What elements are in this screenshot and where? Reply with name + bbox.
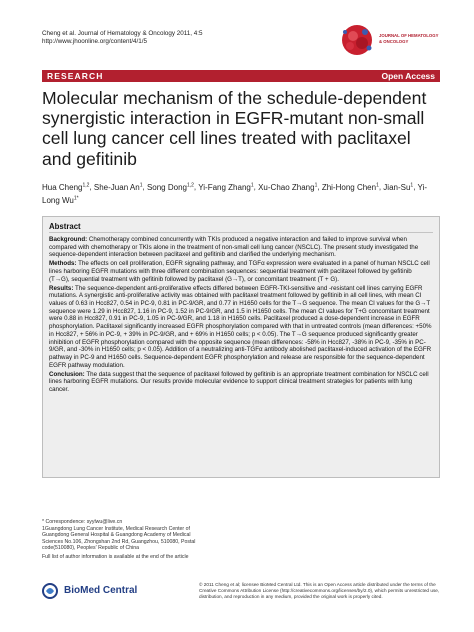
author[interactable]: Xu-Chao Zhang$^1$ bbox=[258, 182, 318, 192]
section-label: RESEARCH bbox=[47, 71, 104, 81]
article-type-banner bbox=[42, 70, 440, 82]
abstract-background bbox=[49, 236, 433, 259]
section-label: Conclusion: bbox=[49, 370, 85, 378]
author-list: Hua Cheng$^{1,2}$, She-Juan An$^1$, Song Dong$^{1,2}$, Yi-Fang Zhang$^1$, Xu-Chao Zhang$^1$, Zhi-Hong Chen$^1$, Jian-Su$^1$, Yi-Long $Wu^{1*}$ bbox=[42, 182, 427, 205]
author[interactable]: Yi-Long $Wu^{1*}$ bbox=[42, 182, 427, 205]
abstract-heading: Abstract bbox=[49, 222, 81, 231]
section-text: Chemotherapy combined concurrently with TKIs produced a negative interaction and failed to improve survival when compared with chemotherapy or TKIs alone in the treatment of non-small cell lung cancer (NSCLC). The present study investigated the sequence-dependent interaction between paclitaxel and gefitinib and clarified the underlying mechanism. bbox=[49, 236, 419, 259]
abstract-body bbox=[49, 236, 433, 395]
citation-line: Cheng et al. Journal of Hematology & Oncology 2011, 4:5 bbox=[42, 30, 203, 37]
author[interactable]: Song Dong$^{1,2}$ bbox=[146, 182, 194, 192]
article-title: Molecular mechanism of the schedule-dependent synergistic interaction in EGFR-mutant non-small cell lung cancer cell lines treated with paclitaxel and gefitinib bbox=[42, 88, 427, 169]
section-label: Background: bbox=[49, 236, 88, 243]
blood-cells-icon bbox=[336, 18, 378, 62]
author[interactable]: Hua Cheng$^{1,2}$ bbox=[42, 182, 90, 192]
abstract-results bbox=[49, 285, 433, 370]
citation-url[interactable]: http://www.jhoonline.org/content/4/1/5 bbox=[42, 38, 148, 45]
journal-logo-line: & ONCOLOGY bbox=[379, 38, 409, 44]
journal-logo bbox=[336, 18, 440, 62]
author-info-note: Full list of author information is available at the end of the article bbox=[42, 553, 189, 560]
bmc-name: BioMed Central bbox=[64, 585, 138, 596]
affiliation-note: 1Guangdong Lung Cancer Institute, Medical Research Center of Guangdong General Hospital & Guangdong Academy of Medical Sciences No.106, Zhongshan 2nd Rd, Guangzhou, 510080, Postal code(510080), Peoples' Republic of China bbox=[42, 525, 196, 552]
section-text: The data suggest that the sequence of paclitaxel followed by gefitinib is an appropriate treatment combination for NSCLC cell lines harboring EGFR mutations. Our results provide molecular evidence to support clinical treatment strategies for patients with lung cancer. bbox=[49, 370, 429, 393]
copyright-notice: © 2011 Cheng et al; licensee BioMed Central Ltd. This is an Open Access article distributed under the terms of the Creative Commons Attribution License (http://creativecommons.org/licenses/by/2.0), which permits unrestricted use, distribution, and reproduction in any medium, provided the original work is properly cited. bbox=[199, 582, 440, 599]
open-access-label: Open Access bbox=[381, 71, 435, 81]
abstract-box bbox=[42, 216, 440, 478]
author[interactable]: Jian-Su$^1$ bbox=[383, 182, 414, 192]
author[interactable]: She-Juan An$^1$ bbox=[93, 182, 143, 192]
bmc-swirl-icon bbox=[42, 583, 60, 599]
section-label: Methods: bbox=[49, 260, 77, 268]
author[interactable]: Zhi-Hong Chen$^1$ bbox=[321, 182, 379, 192]
journal-logo-text bbox=[379, 33, 439, 44]
journal-logo-line: JOURNAL OF HEMATOLOGY bbox=[379, 33, 439, 38]
section-text: The sequence-dependent anti-proliferative effects differed between EGFR-TKI-sensitive and -resistant cell lines carrying EGFR mutations. A synergistic anti-proliferative activity was obtained with paclitaxel treatment followed by gefitinib in all cell lines, with mean CI values of 0.63 in Hcc827, 0.54 in PC-9, 0.81 in PC-9/GR, and 0.77 in H1650 cells for the T→G sequence. The mean CI values for the G→T sequence were 1.29 in Hcc827, 1.16 in PC-9, 1.52 in PC-9/GR, and 1.5 in H1650 cells. The mean CI values for T+G concomitant treatment were 0.88 in Hcc827, 0.91 in PC-9, 1.05 in PC-9/GR, and 1.18 in H1650 cells. Paclitaxel produced a dose-dependent increase in EGFR phosphorylation. Paclitaxel significantly increased EGFR phosphorylation compared with that in untreated controls (mean differences: +50% in Hcc827, + 56% in PC-9, + 39% in PC-9/GR, and + 69% in H1650 cells; p < 0.05). The T→G sequence produced significantly greater inhibition of EGFR phosphorylation compared with the opposite sequence (mean differences: -58% in Hcc827, -38% in PC-9, -35% in PC-9/GR, and -30% in H1650 cells; p < 0.05). Addition of a neutralizing anti-TGFα antibody abolished paclitaxel-induced activation of the EGFR pathway in PC-9 and H1650 cells. Sequence-dependent EGFR phosphorylation and release are responsible for the sequence-dependent EGFR pathway modulation. bbox=[49, 284, 432, 369]
citation-header bbox=[42, 30, 203, 46]
section-text: The effects on cell proliferation, EGFR signaling pathway, and TGFα expression were evaluated in a panel of human NSCLC cell lines harboring EGFR mutations with three different combination sequences: sequential treatment with paclitaxel followed by gefitinib (T→G), sequential treatment with gefitinib followed by paclitaxel (G→T), or concomitant treatment (T + G). bbox=[49, 260, 430, 283]
footnotes bbox=[42, 519, 212, 561]
author[interactable]: Yi-Fang Zhang$^1$ bbox=[198, 182, 254, 192]
biomed-central-logo bbox=[42, 583, 138, 599]
abstract-methods bbox=[49, 260, 433, 283]
correspondence-note: * Correspondence: syylwu@live.cn bbox=[42, 519, 123, 525]
abstract-conclusion bbox=[49, 371, 433, 394]
abstract-divider bbox=[49, 232, 433, 233]
section-label: Results: bbox=[49, 284, 74, 292]
